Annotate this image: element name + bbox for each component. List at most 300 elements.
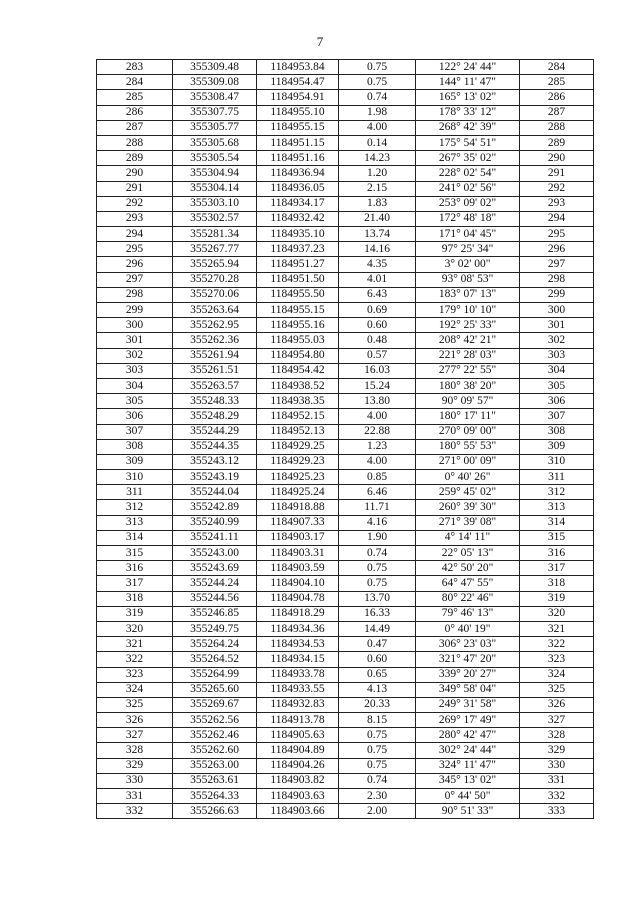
- point-number-cell: 320: [97, 621, 173, 636]
- bearing-cell: 324° 11' 47": [416, 758, 520, 773]
- point-number-cell: 296: [97, 257, 173, 272]
- coordinate-x-cell: 355264.24: [173, 637, 257, 652]
- table-row: [97, 606, 594, 621]
- distance-cell: 2.30: [339, 789, 416, 804]
- point-number-cell: 302: [97, 348, 173, 363]
- distance-cell: 14.16: [339, 242, 416, 257]
- distance-cell: 0.75: [339, 60, 416, 75]
- table-row: [97, 713, 594, 728]
- distance-cell: 0.60: [339, 318, 416, 333]
- next-point-number-cell: 319: [520, 591, 594, 606]
- bearing-cell: 271° 39' 08": [416, 515, 520, 530]
- next-point-number-cell: 300: [520, 303, 594, 318]
- coordinate-y-cell: 1184937.23: [257, 242, 339, 257]
- coordinate-y-cell: 1184955.03: [257, 333, 339, 348]
- distance-cell: 1.83: [339, 196, 416, 211]
- distance-cell: 14.49: [339, 621, 416, 636]
- coordinate-y-cell: 1184954.42: [257, 363, 339, 378]
- coordinate-y-cell: 1184903.31: [257, 546, 339, 561]
- coordinate-x-cell: 355246.85: [173, 606, 257, 621]
- next-point-number-cell: 309: [520, 439, 594, 454]
- distance-cell: 0.75: [339, 576, 416, 591]
- table-row: [97, 394, 594, 409]
- point-number-cell: 298: [97, 287, 173, 302]
- bearing-cell: 171° 04' 45": [416, 227, 520, 242]
- next-point-number-cell: 327: [520, 713, 594, 728]
- point-number-cell: 325: [97, 697, 173, 712]
- table-row: [97, 697, 594, 712]
- coordinate-x-cell: 355262.56: [173, 713, 257, 728]
- distance-cell: 14.23: [339, 151, 416, 166]
- point-number-cell: 290: [97, 166, 173, 181]
- point-number-cell: 317: [97, 576, 173, 591]
- distance-cell: 20.33: [339, 697, 416, 712]
- distance-cell: 0.74: [339, 546, 416, 561]
- coordinate-x-cell: 355262.60: [173, 743, 257, 758]
- point-number-cell: 286: [97, 105, 173, 120]
- coordinate-x-cell: 355263.57: [173, 378, 257, 393]
- table-row: [97, 470, 594, 485]
- point-number-cell: 321: [97, 637, 173, 652]
- next-point-number-cell: 324: [520, 667, 594, 682]
- table-row: [97, 135, 594, 150]
- next-point-number-cell: 298: [520, 272, 594, 287]
- distance-cell: 0.65: [339, 667, 416, 682]
- distance-cell: 21.40: [339, 211, 416, 226]
- coordinate-x-cell: 355262.36: [173, 333, 257, 348]
- bearing-cell: 0° 44' 50": [416, 789, 520, 804]
- next-point-number-cell: 316: [520, 546, 594, 561]
- distance-cell: 1.20: [339, 166, 416, 181]
- table-row: [97, 773, 594, 788]
- table-row: [97, 530, 594, 545]
- point-number-cell: 292: [97, 196, 173, 211]
- point-number-cell: 312: [97, 500, 173, 515]
- point-number-cell: 309: [97, 454, 173, 469]
- table-row: [97, 181, 594, 196]
- next-point-number-cell: 291: [520, 166, 594, 181]
- point-number-cell: 291: [97, 181, 173, 196]
- bearing-cell: 3° 02' 00": [416, 257, 520, 272]
- bearing-cell: 339° 20' 27": [416, 667, 520, 682]
- coordinate-x-cell: 355244.24: [173, 576, 257, 591]
- coordinate-x-cell: 355262.95: [173, 318, 257, 333]
- bearing-cell: 241° 02' 56": [416, 181, 520, 196]
- table-row: [97, 272, 594, 287]
- coordinate-y-cell: 1184913.78: [257, 713, 339, 728]
- bearing-cell: 80° 22' 46": [416, 591, 520, 606]
- coordinate-x-cell: 355242.89: [173, 500, 257, 515]
- point-number-cell: 329: [97, 758, 173, 773]
- table-row: [97, 120, 594, 135]
- point-number-cell: 301: [97, 333, 173, 348]
- coordinate-x-cell: 355308.47: [173, 90, 257, 105]
- coordinate-y-cell: 1184932.42: [257, 211, 339, 226]
- bearing-cell: 165° 13' 02": [416, 90, 520, 105]
- distance-cell: 13.70: [339, 591, 416, 606]
- next-point-number-cell: 325: [520, 682, 594, 697]
- bearing-cell: 269° 17' 49": [416, 713, 520, 728]
- coordinate-y-cell: 1184918.29: [257, 606, 339, 621]
- table-row: [97, 287, 594, 302]
- coordinate-y-cell: 1184955.16: [257, 318, 339, 333]
- next-point-number-cell: 321: [520, 621, 594, 636]
- coordinate-y-cell: 1184904.10: [257, 576, 339, 591]
- coordinate-x-cell: 355265.60: [173, 682, 257, 697]
- point-number-cell: 330: [97, 773, 173, 788]
- point-number-cell: 283: [97, 60, 173, 75]
- bearing-cell: 271° 00' 09": [416, 454, 520, 469]
- coordinate-x-cell: 355243.12: [173, 454, 257, 469]
- point-number-cell: 310: [97, 470, 173, 485]
- coordinate-x-cell: 355270.06: [173, 287, 257, 302]
- next-point-number-cell: 318: [520, 576, 594, 591]
- coordinate-y-cell: 1184951.27: [257, 257, 339, 272]
- distance-cell: 22.88: [339, 424, 416, 439]
- table-row: [97, 652, 594, 667]
- coordinate-y-cell: 1184903.82: [257, 773, 339, 788]
- next-point-number-cell: 330: [520, 758, 594, 773]
- bearing-cell: 192° 25' 33": [416, 318, 520, 333]
- table-row: [97, 439, 594, 454]
- point-number-cell: 304: [97, 378, 173, 393]
- coordinate-x-cell: 355244.35: [173, 439, 257, 454]
- point-number-cell: 318: [97, 591, 173, 606]
- distance-cell: 0.75: [339, 743, 416, 758]
- next-point-number-cell: 320: [520, 606, 594, 621]
- next-point-number-cell: 328: [520, 728, 594, 743]
- point-number-cell: 327: [97, 728, 173, 743]
- coordinate-y-cell: 1184933.78: [257, 667, 339, 682]
- bearing-cell: 42° 50' 20": [416, 561, 520, 576]
- coordinate-x-cell: 355266.63: [173, 804, 257, 819]
- coordinate-y-cell: 1184951.50: [257, 272, 339, 287]
- coordinate-x-cell: 355305.77: [173, 120, 257, 135]
- next-point-number-cell: 290: [520, 151, 594, 166]
- table-row: [97, 90, 594, 105]
- distance-cell: 4.13: [339, 682, 416, 697]
- table-row: [97, 211, 594, 226]
- coordinate-x-cell: 355264.99: [173, 667, 257, 682]
- coordinate-y-cell: 1184955.10: [257, 105, 339, 120]
- next-point-number-cell: 310: [520, 454, 594, 469]
- next-point-number-cell: 307: [520, 409, 594, 424]
- next-point-number-cell: 297: [520, 257, 594, 272]
- coordinate-y-cell: 1184954.80: [257, 348, 339, 363]
- distance-cell: 4.00: [339, 409, 416, 424]
- table-row: [97, 227, 594, 242]
- coordinate-y-cell: 1184933.55: [257, 682, 339, 697]
- distance-cell: 16.33: [339, 606, 416, 621]
- table-row: [97, 378, 594, 393]
- coordinate-y-cell: 1184925.23: [257, 470, 339, 485]
- next-point-number-cell: 285: [520, 75, 594, 90]
- bearing-cell: 260° 39' 30": [416, 500, 520, 515]
- point-number-cell: 287: [97, 120, 173, 135]
- table-row: [97, 318, 594, 333]
- table-row: [97, 363, 594, 378]
- coordinate-y-cell: 1184954.91: [257, 90, 339, 105]
- distance-cell: 0.75: [339, 728, 416, 743]
- next-point-number-cell: 313: [520, 500, 594, 515]
- coordinate-y-cell: 1184929.25: [257, 439, 339, 454]
- distance-cell: 8.15: [339, 713, 416, 728]
- bearing-cell: 306° 23' 03": [416, 637, 520, 652]
- coordinate-y-cell: 1184925.24: [257, 485, 339, 500]
- coordinate-x-cell: 355304.94: [173, 166, 257, 181]
- coordinate-y-cell: 1184935.10: [257, 227, 339, 242]
- coordinate-y-cell: 1184951.16: [257, 151, 339, 166]
- next-point-number-cell: 302: [520, 333, 594, 348]
- bearing-cell: 144° 11' 47": [416, 75, 520, 90]
- coordinates-table: [96, 59, 594, 819]
- next-point-number-cell: 308: [520, 424, 594, 439]
- next-point-number-cell: 296: [520, 242, 594, 257]
- point-number-cell: 308: [97, 439, 173, 454]
- bearing-cell: 178° 33' 12": [416, 105, 520, 120]
- table-row: [97, 789, 594, 804]
- coordinate-y-cell: 1184904.89: [257, 743, 339, 758]
- table-row: [97, 151, 594, 166]
- coordinate-y-cell: 1184904.26: [257, 758, 339, 773]
- point-number-cell: 313: [97, 515, 173, 530]
- next-point-number-cell: 329: [520, 743, 594, 758]
- coordinate-y-cell: 1184903.66: [257, 804, 339, 819]
- table-row: [97, 105, 594, 120]
- table-row: [97, 667, 594, 682]
- distance-cell: 4.00: [339, 454, 416, 469]
- distance-cell: 0.60: [339, 652, 416, 667]
- distance-cell: 16.03: [339, 363, 416, 378]
- table-row: [97, 561, 594, 576]
- bearing-cell: 208° 42' 21": [416, 333, 520, 348]
- page-number: 7: [316, 34, 324, 49]
- distance-cell: 4.16: [339, 515, 416, 530]
- table-row: [97, 166, 594, 181]
- coordinate-x-cell: 355249.75: [173, 621, 257, 636]
- table-row: [97, 758, 594, 773]
- bearing-cell: 345° 13' 02": [416, 773, 520, 788]
- bearing-cell: 179° 10' 10": [416, 303, 520, 318]
- point-number-cell: 311: [97, 485, 173, 500]
- table-row: [97, 804, 594, 819]
- distance-cell: 0.69: [339, 303, 416, 318]
- next-point-number-cell: 289: [520, 135, 594, 150]
- bearing-cell: 22° 05' 13": [416, 546, 520, 561]
- next-point-number-cell: 315: [520, 530, 594, 545]
- bearing-cell: 280° 42' 47": [416, 728, 520, 743]
- point-number-cell: 285: [97, 90, 173, 105]
- coordinate-y-cell: 1184907.33: [257, 515, 339, 530]
- distance-cell: 0.74: [339, 773, 416, 788]
- coordinate-x-cell: 355309.08: [173, 75, 257, 90]
- coordinate-y-cell: 1184955.15: [257, 303, 339, 318]
- coordinate-y-cell: 1184903.59: [257, 561, 339, 576]
- bearing-cell: 349° 58' 04": [416, 682, 520, 697]
- distance-cell: 0.48: [339, 333, 416, 348]
- bearing-cell: 321° 47' 20": [416, 652, 520, 667]
- distance-cell: 1.98: [339, 105, 416, 120]
- next-point-number-cell: 305: [520, 378, 594, 393]
- coordinate-x-cell: 355305.68: [173, 135, 257, 150]
- distance-cell: 15.24: [339, 378, 416, 393]
- table-row: [97, 591, 594, 606]
- table-row: [97, 75, 594, 90]
- bearing-cell: 253° 09' 02": [416, 196, 520, 211]
- coordinate-x-cell: 355309.48: [173, 60, 257, 75]
- bearing-cell: 90° 09' 57": [416, 394, 520, 409]
- point-number-cell: 319: [97, 606, 173, 621]
- bearing-cell: 4° 14' 11": [416, 530, 520, 545]
- next-point-number-cell: 311: [520, 470, 594, 485]
- coordinate-y-cell: 1184934.53: [257, 637, 339, 652]
- coordinate-y-cell: 1184938.35: [257, 394, 339, 409]
- point-number-cell: 316: [97, 561, 173, 576]
- bearing-cell: 302° 24' 44": [416, 743, 520, 758]
- coordinate-y-cell: 1184954.47: [257, 75, 339, 90]
- bearing-cell: 122° 24' 44": [416, 60, 520, 75]
- distance-cell: 0.74: [339, 90, 416, 105]
- distance-cell: 11.71: [339, 500, 416, 515]
- coordinate-x-cell: 355244.56: [173, 591, 257, 606]
- coordinate-x-cell: 355243.69: [173, 561, 257, 576]
- coordinate-x-cell: 355269.67: [173, 697, 257, 712]
- distance-cell: 4.01: [339, 272, 416, 287]
- distance-cell: 4.35: [339, 257, 416, 272]
- distance-cell: 1.90: [339, 530, 416, 545]
- distance-cell: 0.75: [339, 75, 416, 90]
- point-number-cell: 324: [97, 682, 173, 697]
- point-number-cell: 297: [97, 272, 173, 287]
- bearing-cell: 90° 51' 33": [416, 804, 520, 819]
- coordinate-x-cell: 355262.46: [173, 728, 257, 743]
- coordinate-x-cell: 355243.00: [173, 546, 257, 561]
- distance-cell: 2.15: [339, 181, 416, 196]
- point-number-cell: 328: [97, 743, 173, 758]
- coordinate-x-cell: 355240.99: [173, 515, 257, 530]
- coordinate-x-cell: 355261.94: [173, 348, 257, 363]
- bearing-cell: 180° 38' 20": [416, 378, 520, 393]
- bearing-cell: 0° 40' 19": [416, 621, 520, 636]
- table-row: [97, 515, 594, 530]
- table-row: [97, 196, 594, 211]
- next-point-number-cell: 295: [520, 227, 594, 242]
- bearing-cell: 183° 07' 13": [416, 287, 520, 302]
- distance-cell: 0.85: [339, 470, 416, 485]
- coordinate-x-cell: 355248.33: [173, 394, 257, 409]
- coordinate-x-cell: 355263.00: [173, 758, 257, 773]
- point-number-cell: 314: [97, 530, 173, 545]
- distance-cell: 0.47: [339, 637, 416, 652]
- next-point-number-cell: 331: [520, 773, 594, 788]
- table-row: [97, 409, 594, 424]
- table-row: [97, 424, 594, 439]
- coordinate-x-cell: 355261.51: [173, 363, 257, 378]
- coordinate-y-cell: 1184955.50: [257, 287, 339, 302]
- point-number-cell: 307: [97, 424, 173, 439]
- distance-cell: 4.00: [339, 120, 416, 135]
- table-row: [97, 500, 594, 515]
- bearing-cell: 221° 28' 03": [416, 348, 520, 363]
- coordinate-x-cell: 355264.52: [173, 652, 257, 667]
- coordinate-y-cell: 1184938.52: [257, 378, 339, 393]
- table-row: [97, 485, 594, 500]
- coordinate-x-cell: 355265.94: [173, 257, 257, 272]
- next-point-number-cell: 284: [520, 60, 594, 75]
- bearing-cell: 97° 25' 34": [416, 242, 520, 257]
- point-number-cell: 300: [97, 318, 173, 333]
- next-point-number-cell: 287: [520, 105, 594, 120]
- next-point-number-cell: 333: [520, 804, 594, 819]
- bearing-cell: 64° 47' 55": [416, 576, 520, 591]
- next-point-number-cell: 304: [520, 363, 594, 378]
- coordinate-y-cell: 1184934.36: [257, 621, 339, 636]
- bearing-cell: 259° 45' 02": [416, 485, 520, 500]
- bearing-cell: 228° 02' 54": [416, 166, 520, 181]
- table-row: [97, 682, 594, 697]
- coordinate-x-cell: 355302.57: [173, 211, 257, 226]
- bearing-cell: 93° 08' 53": [416, 272, 520, 287]
- bearing-cell: 270° 09' 00": [416, 424, 520, 439]
- next-point-number-cell: 303: [520, 348, 594, 363]
- next-point-number-cell: 299: [520, 287, 594, 302]
- point-number-cell: 331: [97, 789, 173, 804]
- coordinate-x-cell: 355263.64: [173, 303, 257, 318]
- distance-cell: 6.46: [339, 485, 416, 500]
- point-number-cell: 299: [97, 303, 173, 318]
- point-number-cell: 332: [97, 804, 173, 819]
- bearing-cell: 180° 55' 53": [416, 439, 520, 454]
- table-row: [97, 728, 594, 743]
- bearing-cell: 277° 22' 55": [416, 363, 520, 378]
- next-point-number-cell: 294: [520, 211, 594, 226]
- coordinates-table-body: [97, 60, 594, 819]
- coordinate-y-cell: 1184951.15: [257, 135, 339, 150]
- coordinate-y-cell: 1184903.17: [257, 530, 339, 545]
- coordinate-x-cell: 355304.14: [173, 181, 257, 196]
- distance-cell: 0.57: [339, 348, 416, 363]
- next-point-number-cell: 323: [520, 652, 594, 667]
- point-number-cell: 294: [97, 227, 173, 242]
- coordinate-y-cell: 1184952.15: [257, 409, 339, 424]
- next-point-number-cell: 317: [520, 561, 594, 576]
- distance-cell: 6.43: [339, 287, 416, 302]
- coordinate-y-cell: 1184918.88: [257, 500, 339, 515]
- point-number-cell: 306: [97, 409, 173, 424]
- bearing-cell: 0° 40' 26": [416, 470, 520, 485]
- table-row: [97, 576, 594, 591]
- distance-cell: 2.00: [339, 804, 416, 819]
- point-number-cell: 288: [97, 135, 173, 150]
- coordinate-y-cell: 1184905.63: [257, 728, 339, 743]
- table-row: [97, 546, 594, 561]
- next-point-number-cell: 292: [520, 181, 594, 196]
- coordinate-x-cell: 355270.28: [173, 272, 257, 287]
- point-number-cell: 284: [97, 75, 173, 90]
- point-number-cell: 293: [97, 211, 173, 226]
- coordinate-x-cell: 355267.77: [173, 242, 257, 257]
- bearing-cell: 268° 42' 39": [416, 120, 520, 135]
- coordinate-y-cell: 1184903.63: [257, 789, 339, 804]
- table-row: [97, 242, 594, 257]
- bearing-cell: 172° 48' 18": [416, 211, 520, 226]
- point-number-cell: 322: [97, 652, 173, 667]
- next-point-number-cell: 306: [520, 394, 594, 409]
- next-point-number-cell: 322: [520, 637, 594, 652]
- next-point-number-cell: 314: [520, 515, 594, 530]
- distance-cell: 0.14: [339, 135, 416, 150]
- table-row: [97, 743, 594, 758]
